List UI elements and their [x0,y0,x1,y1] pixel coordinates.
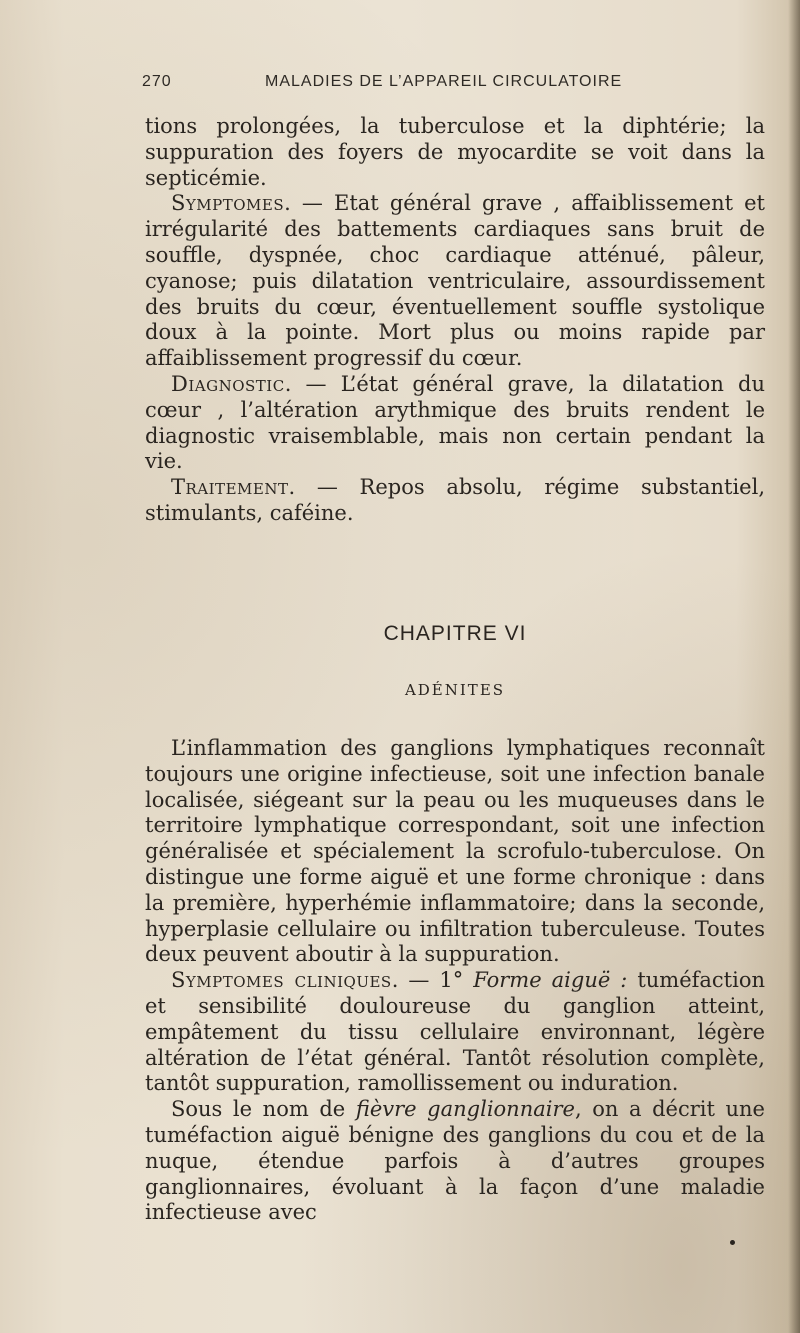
text-block-bottom [145,736,765,1226]
paragraph-intro: L’inflammation des ganglions lymphatiques reconnaît toujours une origine infectieuse, soit une infection banale localisée, siégeant sur la peau ou les muqueuses dans le territoire lymphatique correspondant, soit une infection généralisée et spécialement la scrofulo-tuberculose. On distingue une forme aiguë et une forme chronique : dans la première, hyperhémie inflammatoire; dans la seconde, hyperplasie cellulaire ou infiltration tuberculeuse. Toutes deux peuvent aboutir à la suppuration. [145,736,765,967]
paragraph-traitement: Traitement. — Repos absolu, régime substantiel, stimulants, caféine. [145,475,765,525]
italic-forme-aigue: Forme aiguë : [473,968,628,993]
paragraph-symptomes: Symptomes. — Etat général grave , affaiblissement et irrégularité des battements cardiaques sans bruit de souffle, dyspnée, choc cardiaque atténué, pâleur, cyanose; puis dilatation ventriculaire, assourdissement des bruits du cœur, éventuellement souffle systolique doux à la pointe. Mort plus ou moins rapide par affaiblissement progressif du cœur. [145,191,765,371]
text-block-top [145,114,765,527]
italic-fievre-ganglionnaire: fièvre ganglionnaire [355,1097,575,1122]
page-edge-shadow [788,0,800,1333]
ink-speck [730,1240,735,1245]
section-lead-symptomes-cliniques: Symptomes cliniques [171,968,392,993]
running-header [140,73,762,97]
paragraph-fievre: Sous le nom de fièvre ganglionnaire, on a décrit une tuméfaction aiguë bénigne des ganglions du cou et de la nuque, étendue parfois à d’autres groupes ganglionnaires, évoluant à la façon d’une maladie infectieuse avec [145,1097,765,1225]
running-title: MALADIES DE L’APPAREIL CIRCULATOIRE [265,73,623,90]
section-lead-traitement: Traitement [171,475,289,500]
section-lead-symptomes: Symptomes [171,191,285,216]
page-number: 270 [142,73,172,90]
paragraph-symptomes-cliniques: Symptomes cliniques. — 1° Forme aiguë : tuméfaction et sensibilité douloureuse du ganglion atteint, empâtement du tissu cellulaire environnant, légère altération de l’état général. Tantôt résolution complète, tantôt suppuration, ramollissement ou induration. [145,968,765,1096]
chapter-subtitle: ADÉNITES [404,681,506,699]
paragraph-diagnostic: Diagnostic. — L’état général grave, la dilatation du cœur , l’altération arythmique des bruits rendent le diagnostic vraisemblable, mais non certain pendant la vie. [145,371,765,474]
paragraph-continuation: tions prolongées, la tuberculose et la diphtérie; la suppuration des foyers de myocardite se voit dans la septicémie. [145,114,765,190]
section-lead-diagnostic: Diagnostic [171,371,285,396]
chapter-title: CHAPITRE VI [383,622,527,645]
